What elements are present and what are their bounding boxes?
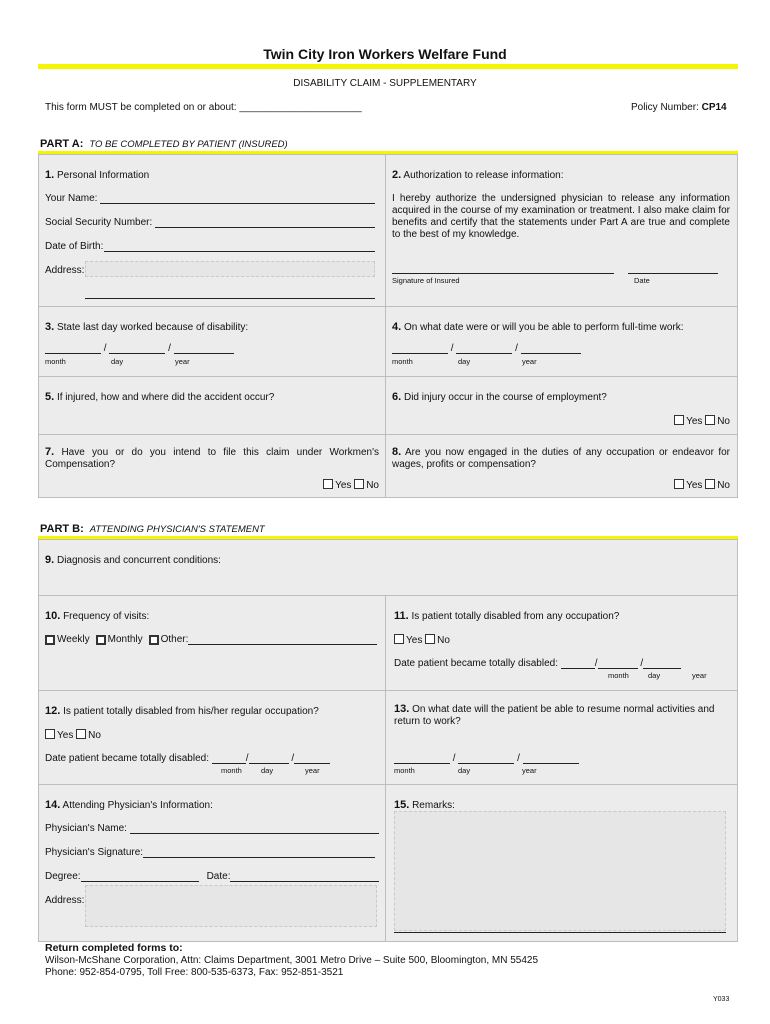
q8-yes-checkbox[interactable] [674,479,684,489]
q14-cell: 14. Attending Physician's Information: Physician's Name: Physician's Signature: Degree: Date: Address: [39,785,386,942]
part-a-heading: PART A: TO BE COMPLETED BY PATIENT (INSURED) [40,138,288,150]
year-caption: year [175,357,190,366]
q12-disabled-date-field[interactable]: Date patient became totally disabled: / / [45,753,330,764]
footer-address: Wilson-McShane Corporation, Attn: Claims Department, 3001 Metro Drive – Suite 500, Bloomington, MN 55425 [45,955,539,966]
degree-label: Degree: [45,871,81,882]
physician-address-field[interactable] [85,885,377,927]
q7-yes-checkbox[interactable] [323,479,333,489]
yes-label: Yes [686,480,703,491]
authorization-text: I hereby authorize the undersigned physician to release any information acquired in the course of my examination or treatment. I also make claim for benefits and certify that the statements under Part A are true and complete to the best of my knowledge. [392,193,730,240]
ssn-field[interactable]: Social Security Number: [45,217,375,228]
last-day-worked-field[interactable]: / / [45,343,234,354]
yes-label: Yes [57,730,74,741]
month-caption: month [45,357,66,366]
q12-yes-checkbox[interactable] [45,729,55,739]
policy-number [631,102,727,113]
insured-date-line[interactable] [628,273,718,274]
signature-caption: Signature of Insured [392,276,460,285]
form-subtitle: DISABILITY CLAIM - SUPPLEMENTARY [293,78,477,89]
date-caption: Date [634,276,650,285]
month-caption: month [392,357,413,366]
date-label: Date: [206,871,231,882]
month-caption: month [394,766,415,775]
q6-cell: 6. Did injury occur in the course of employment? Yes No [386,377,738,435]
degree-date-field[interactable] [45,871,379,882]
no-label: No [717,416,730,427]
name-field[interactable]: Your Name: [45,193,375,204]
monthly-label: Monthly [107,634,143,645]
q11-disabled-date-field[interactable]: Date patient became totally disabled: / / [394,658,681,669]
part-b-grid [38,539,738,942]
q11-cell: 11. Is patient totally disabled from any occupation? Yes No Date patient became totally disabled: / / month day year [386,596,738,691]
part-a-grid [38,154,738,498]
month-caption: month [221,766,242,775]
q2-cell: 2. Authorization to release information: I hereby authorize the undersigned physician to release any information acquired in the course of my examination or treatment. I also make claim for benefits and certify that the statements under Part A are true and complete to the best of my knowledge. Signature of Insured Date [386,155,738,307]
q13-cell: 13. On what date will the patient be able to resume normal activities and return to work? / / month day year [386,691,738,785]
remarks-line [394,932,726,933]
footer-heading: Return completed forms to: [45,942,183,954]
q11-yes-checkbox[interactable] [394,634,404,644]
q4-cell: 4. On what date were or will you be able to perform full-time work: / / month day year [386,307,738,377]
other-label: Other: [160,634,189,645]
day-caption: day [111,357,124,366]
yes-label: Yes [335,480,352,491]
part-b-heading: PART B: ATTENDING PHYSICIAN'S STATEMENT [40,523,265,535]
other-field[interactable] [188,634,377,645]
q11-no-checkbox[interactable] [425,634,435,644]
q7-cell: 7. Have you or do you intend to file this claim under Workmen's Compensation? Yes No [39,435,386,498]
day-caption: day [261,766,274,775]
yes-label: Yes [686,416,703,427]
physician-name-field[interactable]: Physician's Name: [45,823,379,834]
day-caption: day [458,357,471,366]
resume-date-field[interactable]: / / [394,753,579,764]
q3-cell: 3. State last day worked because of disability: / / month day year [39,307,386,377]
return-date-field[interactable]: / / [392,343,581,354]
q7-no-checkbox[interactable] [354,479,364,489]
q9-cell: 9. Diagnosis and concurrent conditions: [39,540,738,596]
q10-cell: 10. Frequency of visits: Weekly Monthly Other: [39,596,386,691]
day-caption: day [648,671,661,680]
year-caption: year [522,766,537,775]
q1-cell: 1. Personal Information Your Name: Social Security Number: Date of Birth: Address: [39,155,386,307]
no-label: No [717,480,730,491]
no-label: No [366,480,379,491]
footer-phone: Phone: 952-854-0795, Toll Free: 800-535-6373, Fax: 952-851-3521 [45,967,344,978]
q6-yes-checkbox[interactable] [674,415,684,425]
month-caption: month [608,671,629,680]
physician-address-label: Address: [45,895,85,906]
q8-no-checkbox[interactable] [705,479,715,489]
yes-label: Yes [406,635,423,646]
no-label: No [437,635,450,646]
year-caption: year [305,766,320,775]
year-caption: year [522,357,537,366]
q6-no-checkbox[interactable] [705,415,715,425]
day-caption: day [458,766,471,775]
policy-label: Policy Number: [631,102,699,113]
physician-signature-field[interactable]: Physician's Signature: [45,847,375,858]
policy-value: CP14 [701,102,727,113]
weekly-label: Weekly [57,634,90,645]
address-label: Address: [45,265,85,276]
address-field[interactable] [85,261,375,277]
q15-cell: 15. Remarks: [386,785,738,942]
year-caption: year [692,671,707,680]
other-checkbox[interactable] [149,635,159,645]
remarks-field[interactable] [394,811,726,931]
form-title: Twin City Iron Workers Welfare Fund [263,46,507,62]
q8-cell: 8. Are you now engaged in the duties of any occupation or endeavor for wages, profits or compensation? Yes No [392,446,730,491]
complete-by-label: This form MUST be completed on or about: ______________________ [45,102,362,113]
no-label: No [88,730,101,741]
weekly-checkbox[interactable] [45,635,55,645]
monthly-checkbox[interactable] [96,635,106,645]
dob-field[interactable]: Date of Birth: [45,241,375,252]
address-line-2[interactable] [85,298,375,299]
q12-no-checkbox[interactable] [76,729,86,739]
form-code: Y033 [713,996,730,1003]
insured-signature-line[interactable] [392,273,614,274]
q12-cell: 12. Is patient totally disabled from his/her regular occupation? Yes No Date patient became totally disabled: / / month day year [39,691,386,785]
q5-cell: 5. If injured, how and where did the accident occur? [39,377,386,435]
title-underline [38,64,738,69]
